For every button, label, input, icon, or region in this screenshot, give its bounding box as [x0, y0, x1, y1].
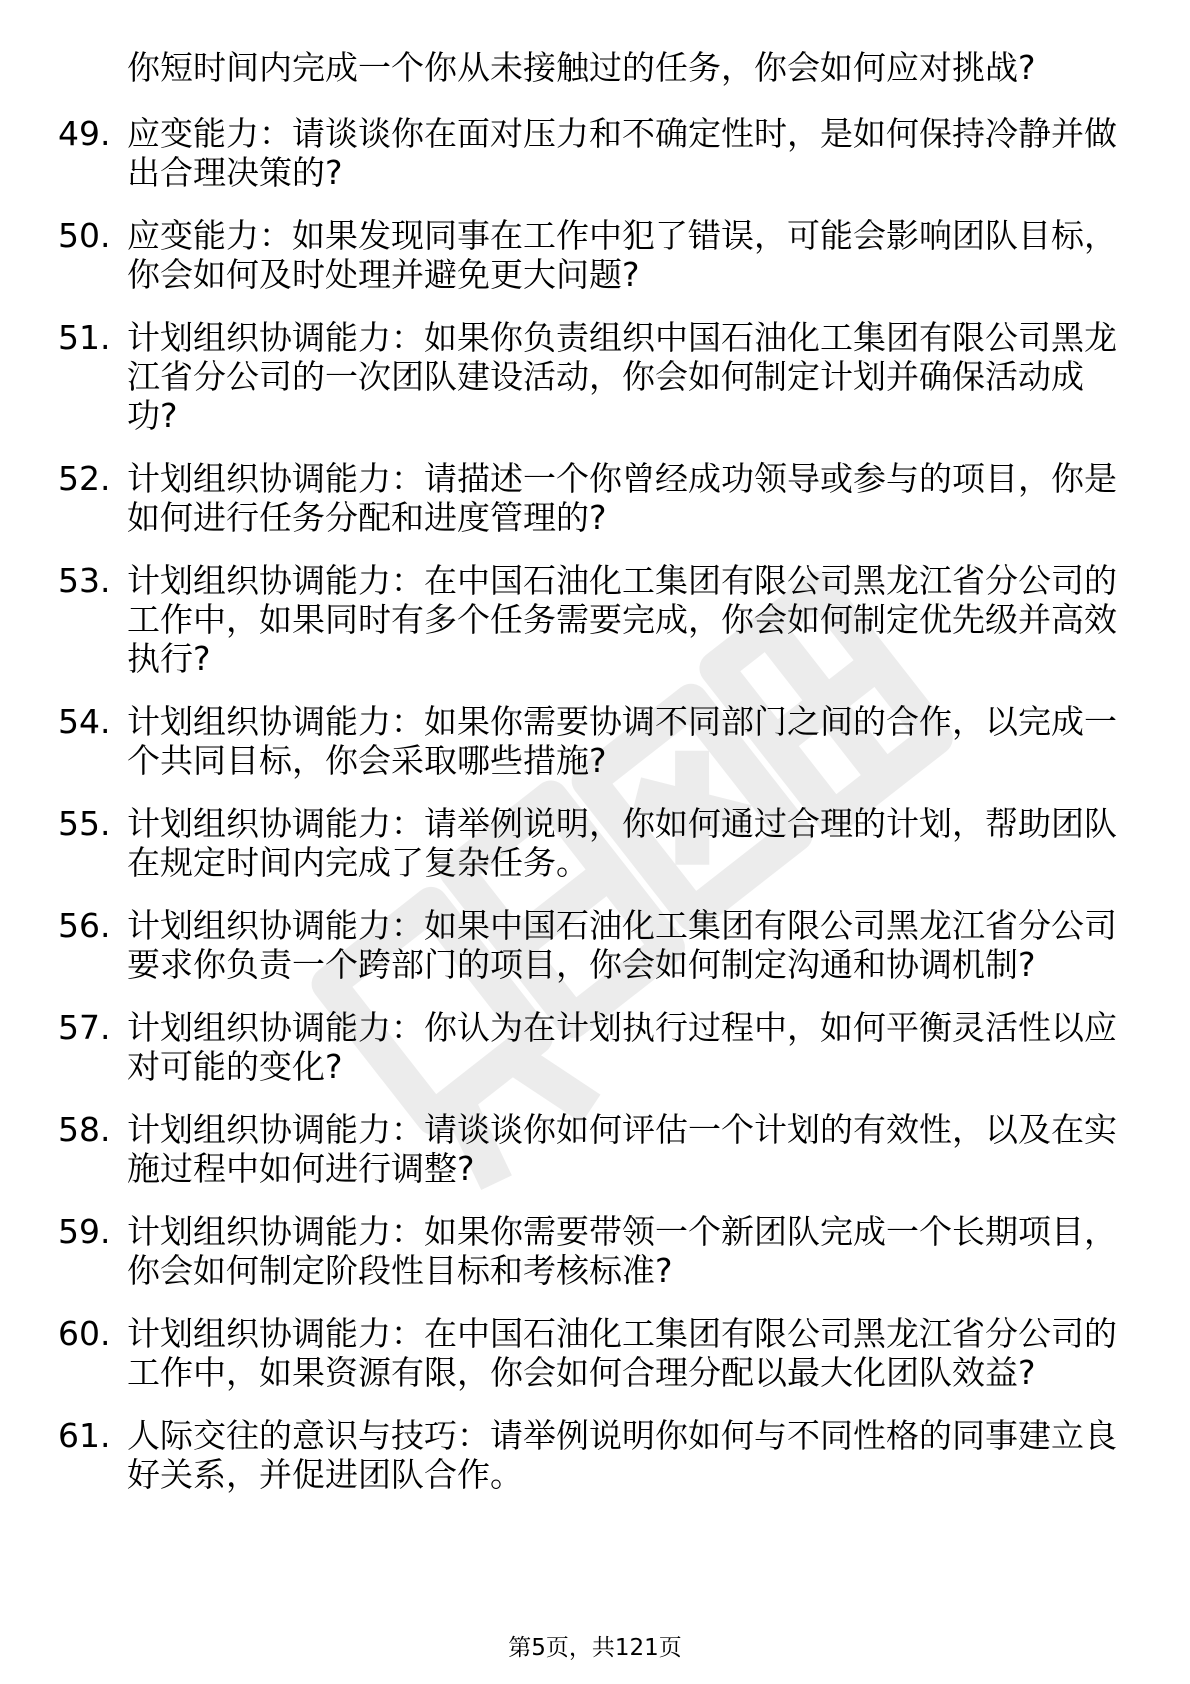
question-number: 52.	[58, 459, 111, 498]
question-text: 应变能力：请谈谈你在面对压力和不确定性时，是如何保持冷静并做出合理决策的?	[127, 114, 1117, 192]
question-text: 计划组织协调能力：如果你负责组织中国石油化工集团有限公司黑龙江省分公司的一次团队建设活动，你会如何制定计划并确保活动成功?	[127, 318, 1117, 435]
question-text: 计划组织协调能力：如果中国石油化工集团有限公司黑龙江省分公司要求你负责一个跨部门的项目，你会如何制定沟通和协调机制?	[127, 906, 1117, 984]
question-item	[58, 318, 1120, 435]
question-number: 53.	[58, 561, 111, 600]
question-item	[58, 1416, 1120, 1494]
question-number: 55.	[58, 804, 111, 843]
question-text: 计划组织协调能力：请举例说明，你如何通过合理的计划，帮助团队在规定时间内完成了复杂任务。	[127, 804, 1117, 882]
question-number: 57.	[58, 1008, 111, 1047]
question-number: 49.	[58, 114, 111, 153]
question-text: 计划组织协调能力：你认为在计划执行过程中，如何平衡灵活性以应对可能的变化?	[127, 1008, 1117, 1086]
question-number: 58.	[58, 1110, 111, 1149]
question-list	[58, 114, 1120, 1518]
question-number: 56.	[58, 906, 111, 945]
question-number: 51.	[58, 318, 111, 357]
page-footer: 第5页，共121页	[508, 1635, 682, 1661]
question-text: 计划组织协调能力：在中国石油化工集团有限公司黑龙江省分公司的工作中，如果同时有多个任务需要完成，你会如何制定优先级并高效执行?	[127, 561, 1117, 678]
question-item	[58, 702, 1120, 780]
question-number: 50.	[58, 216, 111, 255]
question-item	[58, 561, 1120, 678]
question-item	[58, 216, 1120, 294]
question-text: 应变能力：如果发现同事在工作中犯了错误，可能会影响团队目标，你会如何及时处理并避免更大问题?	[127, 216, 1117, 294]
question-number: 54.	[58, 702, 111, 741]
question-item	[58, 114, 1120, 192]
question-number: 61.	[58, 1416, 111, 1455]
question-number: 60.	[58, 1314, 111, 1353]
question-text: 人际交往的意识与技巧：请举例说明你如何与不同性格的同事建立良好关系，并促进团队合作。	[127, 1416, 1117, 1494]
question-text: 计划组织协调能力：在中国石油化工集团有限公司黑龙江省分公司的工作中，如果资源有限，你会如何合理分配以最大化团队效益?	[127, 1314, 1117, 1392]
question-text: 计划组织协调能力：请谈谈你如何评估一个计划的有效性，以及在实施过程中如何进行调整?	[127, 1110, 1117, 1188]
question-item	[58, 459, 1120, 537]
question-item	[58, 1212, 1120, 1290]
question-item	[58, 906, 1120, 984]
question-text: 计划组织协调能力：如果你需要带领一个新团队完成一个长期项目，你会如何制定阶段性目标和考核标准?	[127, 1212, 1117, 1290]
question-item	[58, 1314, 1120, 1392]
question-text: 计划组织协调能力：请描述一个你曾经成功领导或参与的项目，你是如何进行任务分配和进度管理的?	[127, 459, 1117, 537]
question-item	[58, 1008, 1120, 1086]
question-item	[58, 804, 1120, 882]
question-text: 计划组织协调能力：如果你需要协调不同部门之间的合作，以完成一个共同目标，你会采取哪些措施?	[127, 702, 1117, 780]
question-item	[58, 1110, 1120, 1188]
question-number: 59.	[58, 1212, 111, 1251]
continuation-text: 你短时间内完成一个你从未接触过的任务，你会如何应对挑战?	[127, 48, 1036, 87]
